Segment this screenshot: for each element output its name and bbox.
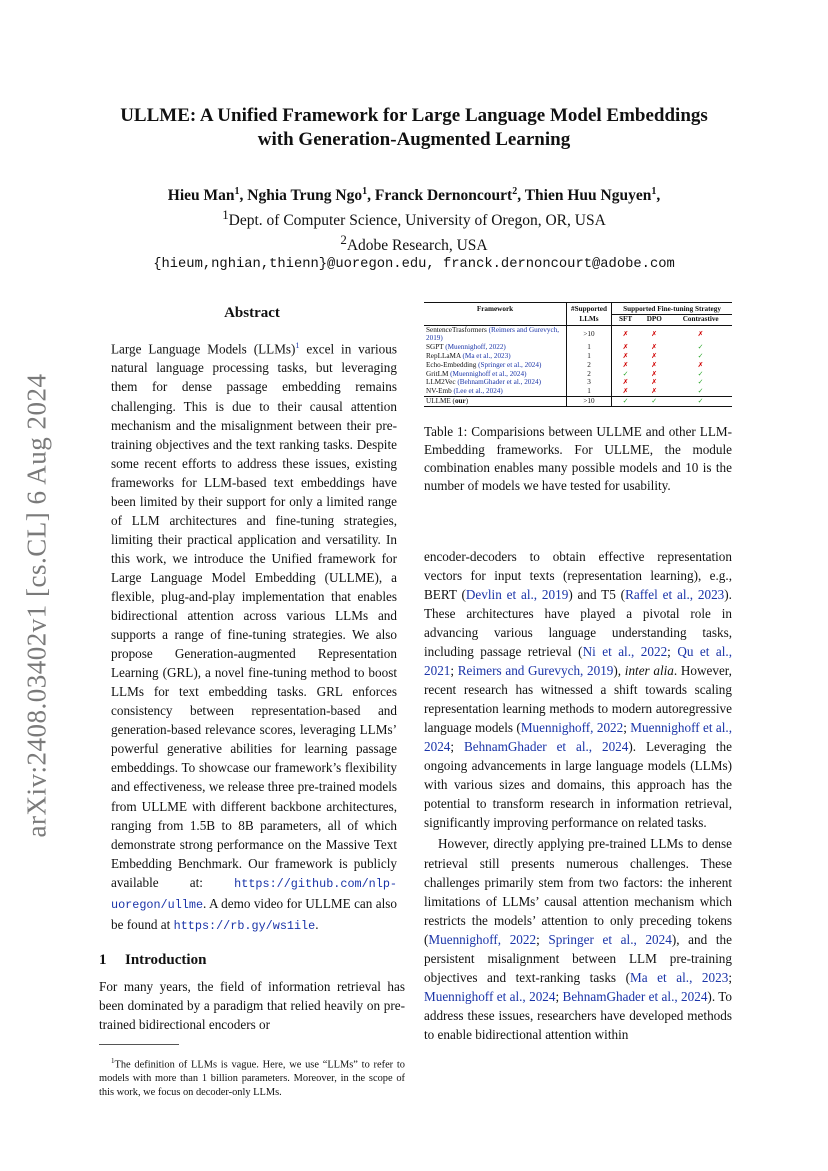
citation-link[interactable]: Muennighoff et al., 2024	[424, 720, 732, 755]
framework-name: GritLM (Muennighoff et al., 2024)	[426, 369, 527, 378]
comparison-table	[424, 302, 732, 407]
col-supported: #Supported	[567, 303, 612, 315]
body-paragraph-1: encoder-decoders to obtain effective representation vectors for input texts (representation learning), e.g., BERT (Devlin et al., 2019) and T5 (Raffel et al., 2023). These architectures have played a pivotal role in advancing various language understanding tasks, including passage retrieval (Ni et al., 2022; Qu et al., 2021; Reimers and Gurevych, 2019), inter alia. However, recent research has witnessed a shift towards scaling representation learning methods to modern autoregressive language models (Muennighoff, 2022; Muennighoff et al., 2024; BehnamGhader et al., 2024). Leveraging the ongoing advancements in large language models (LLMs) with various sizes and domains, this approach has the potential to transform research in information retrieval, significantly improving performance on related tasks.	[424, 548, 732, 831]
affiliation-2: $^2$Adobe Research, USA	[340, 232, 488, 255]
contrastive-support: ✓	[697, 387, 704, 396]
citation-link[interactable]: (Lee et al., 2024)	[453, 387, 503, 396]
citation-link[interactable]: Raffel et al., 2023	[625, 586, 725, 602]
citation-link[interactable]: Ma et al., 2023	[630, 969, 729, 985]
author-2: Nghia Trung Ngo$^1$	[247, 186, 368, 205]
table-row	[424, 352, 732, 361]
dpo-support: ✗	[651, 343, 658, 352]
framework-name: SGPT (Muennighoff, 2022)	[426, 343, 506, 352]
supported-llms-count: 1	[567, 387, 612, 396]
table-body	[424, 325, 732, 406]
author-list: Hieu Man$^1$, Nghia Trung Ngo$^1$, Franck Dernoncourt$^2$, Thien Huu Nguyen$^1$,	[167, 186, 661, 205]
sft-support: ✓	[612, 396, 640, 406]
demo-video-link[interactable]: https://rb.gy/ws1ile	[173, 918, 316, 933]
citation-link[interactable]: BehnamGhader et al., 2024	[562, 988, 708, 1004]
table-row	[424, 325, 732, 343]
footnote-marker[interactable]: 1	[295, 341, 300, 350]
table-row	[424, 361, 732, 370]
sft-support: ✓	[622, 369, 629, 378]
col-framework: Framework	[424, 303, 567, 315]
col-sft: SFT	[612, 314, 640, 325]
contrastive-support: ✓	[697, 378, 704, 387]
sft-support: ✗	[622, 329, 629, 338]
table-row	[424, 343, 732, 352]
col-supported-sub: LLMs	[567, 314, 612, 325]
dpo-support: ✗	[651, 360, 658, 369]
author-emails[interactable]: {hieum,nghian,thienn}@uoregon.edu, franck.dernoncourt@adobe.com	[153, 257, 675, 273]
affiliation-1: $^1$Dept. of Computer Science, University of Oregon, OR, USA	[222, 207, 606, 230]
dpo-support: ✓	[639, 396, 669, 406]
sft-support: ✗	[622, 378, 629, 387]
arxiv-stamp	[20, 370, 54, 840]
sft-support: ✗	[622, 343, 629, 352]
contrastive-support: ✗	[697, 360, 704, 369]
right-column	[424, 302, 732, 1044]
citation-link[interactable]: (Ma et al., 2023)	[462, 351, 511, 360]
arxiv-identifier[interactable]: arXiv:2408.03402v1 [cs.CL] 6 Aug 2024	[21, 373, 52, 837]
col-contrastive: Contrastive	[669, 314, 732, 325]
table-row	[424, 387, 732, 396]
dpo-support: ✗	[651, 329, 658, 338]
supported-llms-count: 3	[567, 378, 612, 387]
citation-link[interactable]: (BehnamGhader et al., 2024)	[457, 378, 541, 387]
citation-link[interactable]: Ni et al., 2022	[582, 644, 668, 659]
citation-link[interactable]: Muennighoff et al., 2024	[424, 988, 556, 1004]
author-4: Thien Huu Nguyen$^1$	[524, 186, 657, 205]
framework-name: SentenceTrasformers (Reimers and Gurevych, 2019)	[426, 325, 560, 343]
github-link[interactable]: https://github.com/nlp-uoregon/ullme	[111, 876, 397, 912]
left-column	[99, 305, 405, 1110]
author-1: Hieu Man$^1$	[167, 186, 240, 205]
dpo-support: ✗	[651, 378, 658, 387]
citation-link[interactable]: (Reimers and Gurevych, 2019)	[426, 325, 560, 343]
framework-name: RepLLaMA (Ma et al., 2023)	[426, 351, 511, 360]
dpo-support: ✗	[651, 351, 658, 360]
dpo-support: ✗	[651, 369, 658, 378]
supported-llms-count: 1	[567, 343, 612, 352]
contrastive-support: ✗	[697, 329, 704, 338]
table-row	[424, 378, 732, 387]
dpo-support: ✗	[651, 387, 658, 396]
table-row	[424, 370, 732, 379]
paper-title: ULLME: A Unified Framework for Large Language Model Embeddings with Generation-Augmented Learning	[120, 105, 708, 150]
citation-link[interactable]: (Springer et al., 2024)	[478, 360, 542, 369]
sft-support: ✗	[622, 351, 629, 360]
author-3: Franck Dernoncourt$^2$	[374, 186, 518, 205]
contrastive-support: ✓	[697, 351, 704, 360]
sft-support: ✗	[622, 360, 629, 369]
col-dpo: DPO	[639, 314, 669, 325]
supported-llms-count: 2	[567, 370, 612, 379]
citation-link[interactable]: BehnamGhader et al., 2024	[463, 739, 629, 755]
citation-link[interactable]: Muennighoff, 2022	[428, 931, 537, 947]
supported-llms-count: >10	[567, 396, 612, 406]
citation-link[interactable]: Qu et al., 2021	[424, 644, 732, 679]
framework-name: Echo-Embedding (Springer et al., 2024)	[426, 360, 542, 369]
framework-name: NV-Emb (Lee et al., 2024)	[426, 387, 503, 396]
table-caption: Table 1: Comparisions between ULLME and other LLM-Embedding frameworks. For ULLME, the module combination enables many possible models and 10 is the number of models we have tested for usability.	[424, 423, 732, 493]
footnote-divider	[99, 1044, 179, 1045]
framework-name: ULLME (our)	[424, 396, 567, 406]
table-row-ullme	[424, 396, 732, 406]
title-block	[96, 104, 732, 274]
sft-support: ✗	[622, 387, 629, 396]
contrastive-support: ✓	[697, 369, 704, 378]
intro-paragraph: For many years, the field of information retrieval has been dominated by a paradigm that relied heavily on pre-trained bidirectional encoders or	[99, 978, 405, 1032]
intro-heading: 1 Introduction	[99, 951, 207, 968]
contrastive-support: ✓	[697, 343, 704, 352]
col-strategy: Supported Fine-tuning Strategy	[612, 303, 733, 315]
citation-link[interactable]: Muennighoff, 2022	[520, 720, 624, 736]
abstract-text: Large Language Models (LLMs)$^1$ excel in various natural language processing tasks, but leveraging them for dense passage embedding remains challenging. This is due to their causal attention mechanism and the misalignment between their pre-training objectives and the text ranking tasks. Despite some recent efforts to address these issues, existing frameworks for LLM-based text embeddings have been limited by their support for only a limited range of LLM architectures and fine-tuning strategies, limiting their practical application and versatility. In this work, we introduce the Unified framework for Large Language Model Embedding (ULLME), a flexible, plug-and-play implementation that enables bidirectional attention across various LLMs and supports a range of fine-tuning strategies. We also propose Generation-augmented Representation Learning (GRL), a novel fine-tuning method to boost LLMs for text embedding tasks. GRL enforces consistency between representation-based and generation-based relevance scores, leveraging LLMs’ powerful generative abilities for learning passage embeddings. To showcase our framework’s flexibility and effectiveness, we release three pre-trained models from ULLME with different backbone architectures, ranging from 1.5B to 8B parameters, all of which demonstrate strong performance on the Massive Text Embedding Benchmark. Our framework is publicly available at: https://github.com/nlp-uoregon/ullme. A demo video for ULLME can also be found at https://rb.gy/ws1ile.	[111, 341, 397, 933]
supported-llms-count: 1	[567, 352, 612, 361]
citation-link[interactable]: Reimers and Gurevych, 2019	[457, 663, 614, 679]
body-paragraph-2: However, directly applying pre-trained LLMs to dense retrieval still presents numerous challenges. These challenges primarily stem from two factors: the inherent limitations of LLMs’ causal attention mechanism which restricts the models’ attention to only preceding tokens (Muennighoff, 2022; Springer et al., 2024), and the persistent misalignment between LLM pre-training objectives and text-ranking tasks (Ma et al., 2023; Muennighoff et al., 2024; BehnamGhader et al., 2024). To address these issues, researchers have developed methods to enable bidirectional attention within	[424, 836, 732, 1042]
framework-name: LLM2Vec (BehnamGhader et al., 2024)	[426, 378, 541, 387]
footnote-1: $^1$The definition of LLMs is vague. Here, we use “LLMs” to refer to models with more than 1 billion parameters. Moreover, in the scope of this work, we focus on decoder-only LLMs.	[99, 1057, 405, 1098]
citation-link[interactable]: Devlin et al., 2019	[465, 586, 569, 602]
right-body	[424, 547, 732, 1044]
supported-llms-count: >10	[567, 325, 612, 343]
citation-link[interactable]: (Muennighoff, 2022)	[445, 343, 506, 352]
citation-link[interactable]: Springer et al., 2024	[548, 931, 672, 947]
abstract-heading: Abstract	[224, 305, 280, 321]
contrastive-support: ✓	[669, 396, 732, 406]
supported-llms-count: 2	[567, 361, 612, 370]
citation-link[interactable]: (Muennighoff et al., 2024)	[450, 369, 527, 378]
